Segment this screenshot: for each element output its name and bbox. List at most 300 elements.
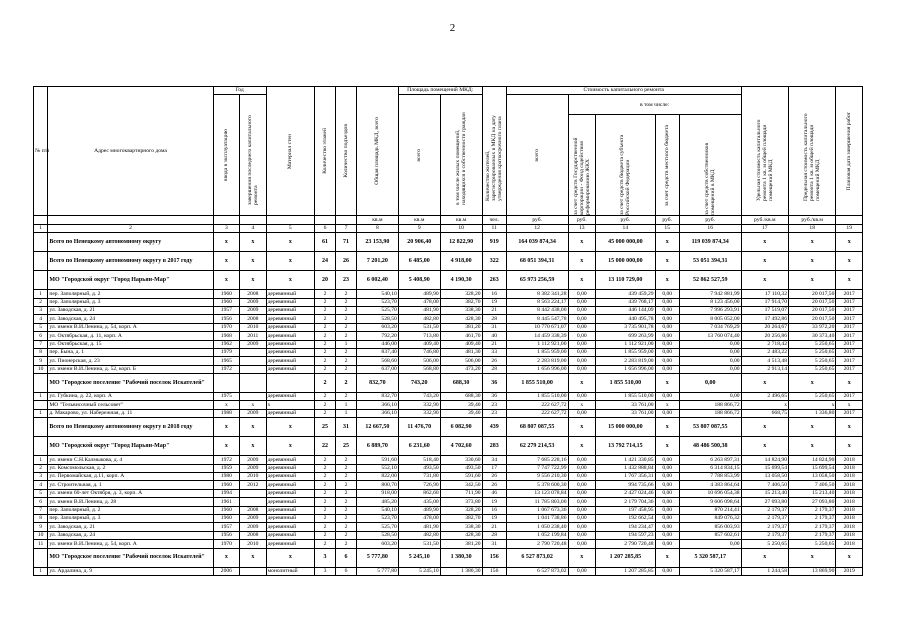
- summary-row: [34, 548, 863, 567]
- address-cell: ул. Ардалина, д. 9: [48, 567, 213, 575]
- table-cell: 2: [336, 365, 357, 373]
- table-row: [34, 332, 863, 340]
- unit-cell-18: руб./кв.м: [789, 216, 836, 224]
- table-cell: 637,00: [356, 365, 398, 373]
- table-cell: 857 602,61: [679, 531, 741, 539]
- table-cell: x: [655, 233, 679, 252]
- column-index-cell-11: 11: [482, 224, 506, 232]
- table-cell: 2017: [836, 340, 863, 348]
- header-cost-fund: за счет средств Государственной корпорации - Фонд содействия реформированию ЖКХ: [568, 115, 596, 216]
- table-cell: 7 685 228,16: [506, 456, 568, 464]
- table-cell: [240, 357, 266, 365]
- table-cell: 2: [315, 531, 336, 539]
- summary-row: [34, 374, 863, 393]
- table-cell: [266, 374, 314, 393]
- table-cell: x: [836, 271, 863, 290]
- address-cell: ул. Комсомольская, д. 2: [48, 464, 213, 472]
- table-row: [34, 523, 863, 531]
- table-cell: 0,00: [568, 540, 596, 548]
- table-cell: 2 179,37: [741, 523, 788, 531]
- table-cell: 0,00: [568, 306, 596, 314]
- address-cell: ул. имени В.И.Ленина, д. 28: [48, 498, 213, 506]
- table-cell: x: [568, 233, 596, 252]
- table-cell: x: [568, 374, 596, 393]
- table-cell: 71: [336, 233, 357, 252]
- table-cell: [34, 437, 48, 456]
- table-row: [34, 540, 863, 548]
- address-cell: ул. Заводская, д. 24: [48, 531, 213, 539]
- table-cell: 6 263 897,31: [679, 456, 741, 464]
- table-cell: 20 906,40: [398, 233, 440, 252]
- table-cell: деревянный: [266, 348, 314, 356]
- capital-repair-table: [33, 86, 863, 576]
- column-index-cell-12: 12: [506, 224, 568, 232]
- table-cell: 2018: [836, 464, 863, 472]
- table-cell: деревянный: [266, 464, 314, 472]
- table-cell: [240, 489, 266, 497]
- table-cell: 53 051 394,31: [679, 252, 741, 271]
- table-cell: деревянный: [266, 323, 314, 331]
- table-cell: x: [568, 418, 596, 437]
- table-cell: 439 459,29: [596, 290, 656, 298]
- table-cell: 0,00: [655, 348, 679, 356]
- column-index-cell-2: 2: [48, 224, 213, 232]
- table-cell: 26: [482, 481, 506, 489]
- address-cell: ул. Заводская, д. 24: [48, 315, 213, 323]
- table-cell: 1960: [213, 481, 239, 489]
- table-cell: 409,40: [440, 340, 482, 348]
- table-cell: 523,70: [356, 298, 398, 306]
- table-cell: 7 406,50: [789, 481, 836, 489]
- table-cell: 68 807 087,55: [506, 418, 568, 437]
- address-cell: ул. Строительная, д. 1: [48, 481, 213, 489]
- table-cell: 2018: [836, 540, 863, 548]
- unit-cell-5: [266, 216, 314, 224]
- table-cell: 5 245,10: [398, 567, 440, 575]
- summary-row: [34, 233, 863, 252]
- table-cell: x: [568, 252, 596, 271]
- table-cell: 48 486 500,38: [679, 437, 741, 456]
- unit-cell-10: кв.м: [440, 216, 482, 224]
- table-cell: 2: [336, 540, 357, 548]
- table-cell: 7 747 722,99: [506, 464, 568, 472]
- unit-cell-8: кв.м: [356, 216, 398, 224]
- table-cell: 862,60: [398, 489, 440, 497]
- table-cell: 19: [482, 298, 506, 306]
- table-cell: 19: [482, 498, 506, 506]
- table-cell: 603,20: [356, 323, 398, 331]
- table-cell: 1: [336, 401, 357, 409]
- unit-cell-4: [240, 216, 266, 224]
- table-cell: 603,20: [356, 540, 398, 548]
- table-cell: 5 408,90: [398, 271, 440, 290]
- table-row: [34, 489, 863, 497]
- table-cell: 0,00: [655, 567, 679, 575]
- table-cell: 919: [482, 233, 506, 252]
- table-cell: деревянный: [266, 298, 314, 306]
- table-cell: 1: [34, 409, 48, 417]
- table-cell: 0,00: [655, 290, 679, 298]
- table-cell: 743,20: [398, 374, 440, 393]
- summary-row: [34, 271, 863, 290]
- table-cell: 0,00: [568, 315, 596, 323]
- header-prem-owned: в том числе жилых помещений, находящихся в собственности граждан: [440, 95, 482, 216]
- header-cost-owners: за счет средств собственников помещений в МКД: [679, 115, 741, 216]
- address-cell: пер. Заполярный, д. 3: [48, 298, 213, 306]
- table-cell: 2017: [836, 393, 863, 401]
- unit-cell-19: [836, 216, 863, 224]
- table-cell: 26: [336, 252, 357, 271]
- table-cell: 3: [34, 306, 48, 314]
- table-cell: 2 179,37: [789, 523, 836, 531]
- table-cell: 8 382 341,28: [506, 290, 568, 298]
- table-cell: 2: [315, 365, 336, 373]
- table-cell: 7: [34, 506, 48, 514]
- table-cell: 26: [482, 357, 506, 365]
- address-cell: пер. Заполярный, д. 2: [48, 290, 213, 298]
- table-cell: 1968: [213, 332, 239, 340]
- table-cell: 531,50: [398, 323, 440, 331]
- table-row: [34, 409, 863, 417]
- table-cell: 1 380,30: [440, 567, 482, 575]
- table-cell: x: [836, 233, 863, 252]
- table-row: [34, 464, 863, 472]
- table-cell: 7 034 769,29: [679, 323, 741, 331]
- table-cell: x: [741, 548, 788, 567]
- table-cell: 731,80: [398, 473, 440, 481]
- table-row: [34, 473, 863, 481]
- table-cell: 33: [482, 348, 506, 356]
- table-cell: 15 213,40: [789, 489, 836, 497]
- column-index-cell-16: 16: [679, 224, 741, 232]
- table-cell: деревянный: [266, 290, 314, 298]
- table-cell: x: [655, 401, 679, 409]
- table-cell: 2017: [836, 315, 863, 323]
- table-cell: 0,00: [655, 409, 679, 417]
- table-cell: 0,00: [568, 489, 596, 497]
- table-cell: 2: [315, 290, 336, 298]
- table-cell: 2 179,37: [789, 531, 836, 539]
- table-cell: 13 123 078,84: [506, 489, 568, 497]
- table-cell: 2 283 819,00: [506, 357, 568, 365]
- table-cell: 792,20: [356, 332, 398, 340]
- table-row: [34, 306, 863, 314]
- table-cell: 39,40: [440, 401, 482, 409]
- table-cell: 2008: [240, 531, 266, 539]
- table-cell: 3: [315, 548, 336, 567]
- table-cell: 688,30: [440, 374, 482, 393]
- table-cell: 1 855 510,00: [506, 393, 568, 401]
- unit-cell-16: руб.: [679, 216, 741, 224]
- table-cell: 61: [315, 233, 336, 252]
- table-cell: 2: [315, 306, 336, 314]
- table-cell: x: [655, 418, 679, 437]
- header-cost-local: за счет средств местного бюджета: [655, 115, 679, 216]
- table-cell: 994 735,66: [596, 481, 656, 489]
- table-cell: 2018: [836, 489, 863, 497]
- table-cell: 2 790 720,48: [506, 540, 568, 548]
- table-cell: 3: [34, 473, 48, 481]
- table-cell: x: [266, 252, 314, 271]
- table-cell: x: [568, 548, 596, 567]
- table-cell: 1956: [213, 315, 239, 323]
- table-cell: 27 093,80: [741, 498, 788, 506]
- column-index-cell-13: 13: [568, 224, 596, 232]
- table-cell: 15 699,54: [789, 464, 836, 472]
- table-cell: 14 459 338,39: [506, 332, 568, 340]
- address-cell: МО "Городское поселение "Рабочий поселок Искателей": [48, 374, 213, 393]
- table-cell: 2017: [836, 290, 863, 298]
- table-cell: 1 207 285,85: [596, 548, 656, 567]
- table-row: [34, 315, 863, 323]
- table-cell: 2: [315, 374, 336, 393]
- table-cell: деревянный: [266, 456, 314, 464]
- table-row: [34, 481, 863, 489]
- table-cell: 0,00: [655, 306, 679, 314]
- table-cell: 381,20: [440, 540, 482, 548]
- table-cell: 2018: [836, 498, 863, 506]
- table-cell: 1 855 959,00: [506, 348, 568, 356]
- table-cell: 699 263,99: [596, 332, 656, 340]
- table-cell: 1994: [213, 489, 239, 497]
- table-row: [34, 340, 863, 348]
- table-cell: 446,00: [356, 340, 398, 348]
- table-cell: 0,00: [655, 340, 679, 348]
- table-row: [34, 365, 863, 373]
- table-cell: 36: [482, 374, 506, 393]
- table-cell: 68 051 394,31: [506, 252, 568, 271]
- table-cell: 6 889,70: [356, 437, 398, 456]
- table-cell: 2009: [240, 340, 266, 348]
- table-cell: 0,00: [655, 332, 679, 340]
- table-cell: 482,80: [398, 315, 440, 323]
- table-cell: 222 627,72: [506, 401, 568, 409]
- table-cell: 338,30: [440, 306, 482, 314]
- table-cell: 473,20: [440, 365, 482, 373]
- table-cell: 366,10: [356, 409, 398, 417]
- table-cell: 10: [34, 365, 48, 373]
- table-cell: 540,10: [356, 290, 398, 298]
- table-cell: 540,10: [356, 506, 398, 514]
- table-cell: x: [240, 252, 266, 271]
- table-cell: 1959: [213, 464, 239, 472]
- table-cell: 1 052 199,84: [506, 531, 568, 539]
- table-cell: 20 017,50: [789, 298, 836, 306]
- address-cell: Всего по Ненецкому автономному округу: [48, 233, 213, 252]
- table-cell: 342,50: [440, 481, 482, 489]
- table-cell: 2: [315, 540, 336, 548]
- table-cell: 194 234,47: [596, 523, 656, 531]
- table-cell: 330,60: [440, 456, 482, 464]
- table-cell: деревянный: [266, 506, 314, 514]
- table-cell: 2 427 024,46: [596, 489, 656, 497]
- table-cell: 5 245,10: [398, 548, 440, 567]
- table-cell: 0,00: [655, 365, 679, 373]
- table-cell: 0,00: [655, 506, 679, 514]
- table-cell: 20 017,50: [789, 306, 836, 314]
- table-cell: 5 777,80: [356, 548, 398, 567]
- table-cell: 8 563 224,17: [506, 298, 568, 306]
- table-cell: 2: [315, 409, 336, 417]
- table-cell: 4: [34, 315, 48, 323]
- table-cell: 17 519,07: [741, 306, 788, 314]
- table-cell: 518,40: [398, 456, 440, 464]
- table-cell: 36: [482, 393, 506, 401]
- table-cell: x: [213, 401, 239, 409]
- table-cell: 489,90: [398, 506, 440, 514]
- table-cell: 1: [336, 409, 357, 417]
- table-cell: 0,00: [655, 393, 679, 401]
- table-cell: 10 696 054,38: [679, 489, 741, 497]
- table-cell: 2 179,37: [789, 514, 836, 522]
- table-cell: деревянный: [266, 409, 314, 417]
- table-cell: деревянный: [266, 540, 314, 548]
- table-cell: 528,50: [356, 315, 398, 323]
- table-cell: 8 005 052,00: [679, 315, 741, 323]
- table-cell: x: [741, 233, 788, 252]
- table-cell: 20: [315, 271, 336, 290]
- table-cell: 9: [34, 523, 48, 531]
- column-index-cell-4: 4: [240, 224, 266, 232]
- table-cell: x: [836, 437, 863, 456]
- table-cell: 2009: [240, 464, 266, 472]
- table-cell: [240, 374, 266, 393]
- table-cell: 30 373,40: [789, 332, 836, 340]
- table-cell: x: [266, 233, 314, 252]
- table-row: [34, 567, 863, 575]
- table-cell: 0,00: [655, 315, 679, 323]
- header-unit-cost: Удельная стоимость капитального ремонта 1 кв. м общей площади помещений МКД: [741, 87, 788, 216]
- header-incl: в том числе:: [568, 95, 741, 115]
- address-cell: ул. Октябрьская, д. 11, корп. А: [48, 332, 213, 340]
- address-cell: ул. Октябрьская, д. 15: [48, 340, 213, 348]
- address-cell: ул. Заводская, д. 21: [48, 306, 213, 314]
- table-cell: 849 076,32: [679, 514, 741, 522]
- address-cell: ул. имени В.И.Ленина, д. 54, корп. А: [48, 540, 213, 548]
- table-cell: 1 855 510,00: [596, 393, 656, 401]
- table-cell: 2: [336, 298, 357, 306]
- table-cell: 6 485,00: [398, 252, 440, 271]
- header-prem-all: всего: [398, 95, 440, 216]
- table-cell: 2: [315, 523, 336, 531]
- table-cell: 15 699,54: [741, 464, 788, 472]
- table-cell: 382,70: [440, 514, 482, 522]
- table-cell: 0,00: [655, 456, 679, 464]
- column-index-cell-15: 15: [655, 224, 679, 232]
- table-cell: 1961: [213, 498, 239, 506]
- table-cell: 2 283 819,00: [596, 357, 656, 365]
- table-cell: 0,00: [655, 481, 679, 489]
- table-cell: x: [655, 548, 679, 567]
- table-cell: 482,80: [398, 531, 440, 539]
- table-cell: 366,10: [356, 401, 398, 409]
- table-cell: 332,90: [398, 401, 440, 409]
- table-cell: 2009: [240, 298, 266, 306]
- address-cell: ул. имени 60-лет Октября, д. 3, корп. А: [48, 489, 213, 497]
- table-cell: 918,00: [356, 489, 398, 497]
- address-cell: МО "Городское поселение "Рабочий поселок Искателей": [48, 548, 213, 567]
- table-cell: 439 768,17: [596, 298, 656, 306]
- table-cell: 531,50: [398, 540, 440, 548]
- table-cell: 2 496,65: [741, 393, 788, 401]
- address-cell: ул. Пионерская, д. 23: [48, 357, 213, 365]
- table-cell: 4 918,00: [440, 252, 482, 271]
- table-cell: 13 792 714,15: [596, 437, 656, 456]
- table-cell: 31: [482, 323, 506, 331]
- table-cell: 0,00: [679, 357, 741, 365]
- table-cell: x: [789, 271, 836, 290]
- table-cell: 11 785 803,00: [506, 498, 568, 506]
- table-cell: 1988: [213, 409, 239, 417]
- table-cell: 2010: [240, 473, 266, 481]
- table-cell: 6: [34, 498, 48, 506]
- table-cell: 2008: [240, 315, 266, 323]
- table-cell: 0,00: [655, 323, 679, 331]
- table-cell: x: [655, 271, 679, 290]
- table-row: [34, 498, 863, 506]
- table-cell: деревянный: [266, 523, 314, 531]
- table-row: [34, 357, 863, 365]
- table-cell: 1960: [213, 298, 239, 306]
- table-cell: 2: [336, 506, 357, 514]
- table-cell: 2: [315, 514, 336, 522]
- table-cell: 0,00: [568, 514, 596, 522]
- table-cell: 0,00: [655, 464, 679, 472]
- table-cell: 2: [336, 348, 357, 356]
- table-cell: 2010: [240, 540, 266, 548]
- table-cell: 6: [34, 332, 48, 340]
- table-cell: 6 002,40: [356, 271, 398, 290]
- table-cell: 0,00: [568, 332, 596, 340]
- table-cell: 506,00: [398, 357, 440, 365]
- table-cell: x: [240, 437, 266, 456]
- table-cell: 2: [336, 531, 357, 539]
- table-cell: 4 190,30: [440, 271, 482, 290]
- table-cell: 5 250,65: [789, 348, 836, 356]
- table-cell: 2018: [836, 514, 863, 522]
- table-cell: 822,00: [356, 473, 398, 481]
- table-cell: 31: [336, 418, 357, 437]
- table-cell: 40: [482, 332, 506, 340]
- table-cell: 2: [315, 348, 336, 356]
- table-cell: 0,00: [655, 498, 679, 506]
- table-cell: 0,00: [655, 473, 679, 481]
- table-cell: деревянный: [266, 365, 314, 373]
- table-cell: 6 231,60: [398, 437, 440, 456]
- address-cell: ул. Заводская, д. 21: [48, 523, 213, 531]
- table-cell: 2 790 720,48: [596, 540, 656, 548]
- table-cell: x: [266, 418, 314, 437]
- table-cell: 746,80: [398, 348, 440, 356]
- table-cell: 591,60: [356, 456, 398, 464]
- table-row: [34, 290, 863, 298]
- table-cell: 0,00: [568, 567, 596, 575]
- table-cell: 4 702,60: [440, 437, 482, 456]
- table-cell: 525,70: [356, 306, 398, 314]
- table-cell: 2017: [836, 323, 863, 331]
- table-cell: 1970: [213, 540, 239, 548]
- table-cell: 11: [34, 540, 48, 548]
- table-cell: 8: [34, 514, 48, 522]
- table-cell: 28: [482, 531, 506, 539]
- table-cell: x: [568, 401, 596, 409]
- table-cell: x: [266, 401, 314, 409]
- header-entrances: Количество подъездов: [336, 87, 357, 216]
- table-cell: x: [741, 374, 788, 393]
- table-cell: 688,30: [440, 393, 482, 401]
- table-cell: 34: [482, 456, 506, 464]
- table-cell: 4 383 864,64: [679, 481, 741, 489]
